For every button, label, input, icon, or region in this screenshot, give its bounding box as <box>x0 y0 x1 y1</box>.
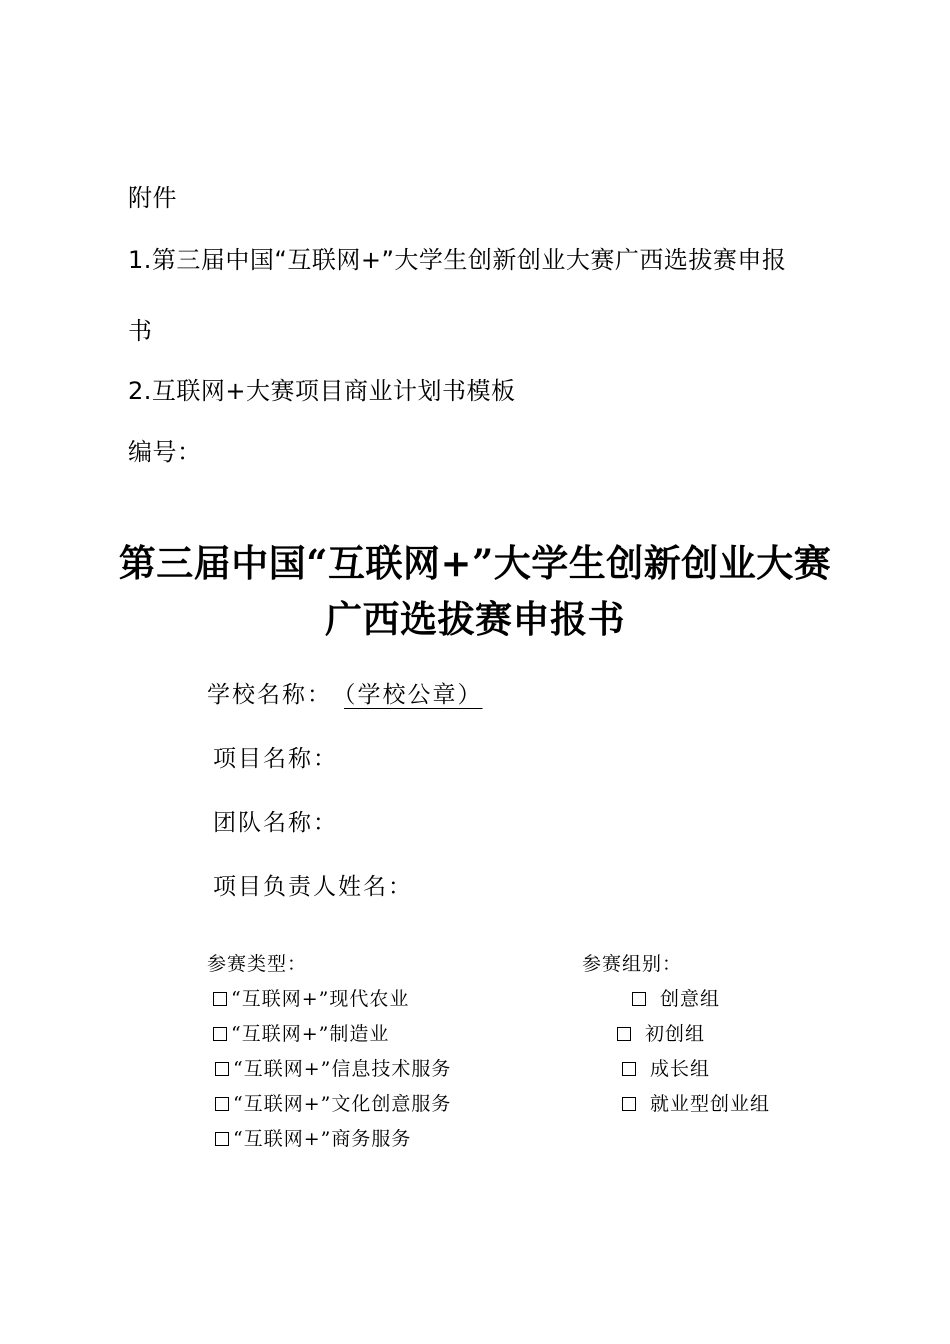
checkbox-icon[interactable] <box>622 1097 636 1111</box>
category-option-label: “互联网+”信息技术服务 <box>233 1058 452 1080</box>
group-option-label: 初创组 <box>645 1023 706 1045</box>
category-option[interactable] <box>215 1124 411 1151</box>
category-option-label: “互联网+”制造业 <box>231 1023 390 1045</box>
project-leader-label: 项目负责人姓名： <box>213 874 413 900</box>
attachment-item-2: 2.互联网+大赛项目商业计划书模板 <box>128 377 516 405</box>
group-option-label: 就业型创业组 <box>650 1093 771 1115</box>
cover-title-line-1: 第三届中国“互联网+”大学生创新创业大赛 <box>118 541 832 585</box>
category-option-label: “互联网+”现代农业 <box>231 988 410 1010</box>
school-name-label: 学校名称： <box>207 682 332 708</box>
category-option-label: “互联网+”文化创意服务 <box>233 1093 452 1115</box>
group-heading: 参赛组别： <box>582 953 683 975</box>
group-option[interactable] <box>622 1089 770 1116</box>
checkbox-icon[interactable] <box>632 992 646 1006</box>
checkbox-icon[interactable] <box>213 1027 227 1041</box>
category-option[interactable] <box>213 1019 389 1046</box>
school-seal-placeholder: （学校公章） <box>344 682 483 708</box>
group-option[interactable] <box>632 984 720 1011</box>
school-name-field <box>207 676 495 709</box>
checkbox-icon[interactable] <box>617 1027 631 1041</box>
checkbox-icon[interactable] <box>215 1132 229 1146</box>
category-option[interactable] <box>213 984 409 1011</box>
group-option-label: 创意组 <box>660 988 721 1010</box>
group-option-label: 成长组 <box>650 1058 711 1080</box>
cover-title-line-2: 广西选拔赛申报书 <box>325 597 625 641</box>
project-name-label: 项目名称： <box>213 746 338 772</box>
category-option[interactable] <box>215 1089 451 1116</box>
attachment-item-1-continued: 书 <box>128 317 153 345</box>
checkbox-icon[interactable] <box>215 1062 229 1076</box>
category-heading: 参赛类型： <box>207 953 308 975</box>
checkbox-icon[interactable] <box>622 1062 636 1076</box>
checkbox-icon[interactable] <box>215 1097 229 1111</box>
group-option[interactable] <box>622 1054 710 1081</box>
team-name-label: 团队名称： <box>213 810 338 836</box>
serial-number-label: 编号： <box>128 438 202 466</box>
category-option-label: “互联网+”商务服务 <box>233 1128 412 1150</box>
attachment-heading: 附件 <box>128 184 177 212</box>
category-option[interactable] <box>215 1054 451 1081</box>
group-option[interactable] <box>617 1019 705 1046</box>
checkbox-icon[interactable] <box>213 992 227 1006</box>
attachment-item-1: 1.第三届中国“互联网+”大学生创新创业大赛广西选拔赛申报 <box>128 246 787 274</box>
